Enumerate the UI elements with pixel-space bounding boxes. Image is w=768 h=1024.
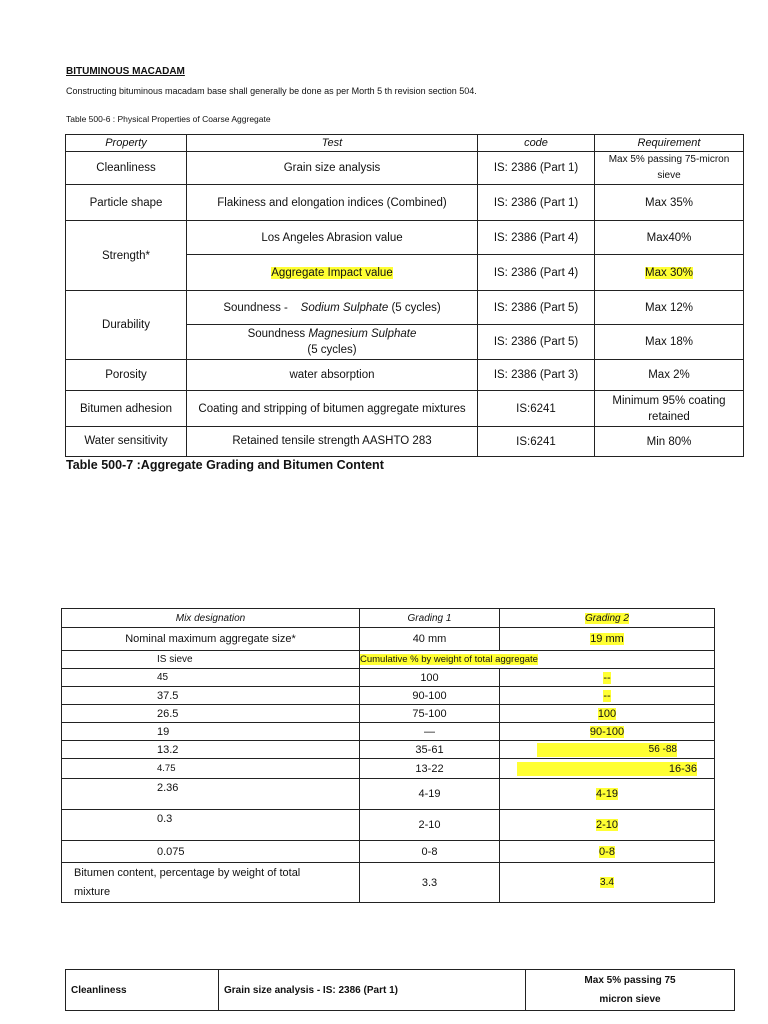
sieve-cell: 0.075	[62, 841, 360, 863]
table-row	[66, 391, 744, 427]
sieve-cell: 26.5	[62, 705, 360, 723]
sieve-cell: 2.36	[62, 779, 360, 810]
requirement-cell: Max 2%	[595, 360, 744, 391]
test-cell: Flakiness and elongation indices (Combined)	[187, 185, 478, 221]
grading1-cell: 0-8	[360, 841, 500, 863]
grading2-cell	[500, 810, 715, 841]
sieve-cell: 4.75	[62, 759, 360, 779]
test-text: (5 cycles)	[307, 344, 357, 356]
grading1-cell: 35-61	[360, 741, 500, 759]
table-row	[62, 779, 715, 810]
code-cell: IS: 2386 (Part 4)	[478, 221, 595, 255]
requirement-cell: Min 80%	[595, 427, 744, 457]
highlighted-value: --	[603, 671, 611, 684]
grading1-cell: 2-10	[360, 810, 500, 841]
code-cell: IS:6241	[478, 391, 595, 427]
test-cell	[187, 291, 478, 325]
test-italic: Magnesium Sulphate	[308, 328, 417, 340]
highlighted-value: 100	[597, 707, 617, 720]
header-property: Property	[66, 135, 187, 152]
grading2-cell	[500, 863, 715, 903]
header-grading-2	[500, 609, 715, 628]
code-cell: IS: 2386 (Part 3)	[478, 360, 595, 391]
header-grading-1: Grading 1	[360, 609, 500, 628]
aggregate-grading-table	[61, 608, 715, 903]
document-title: BITUMINOUS MACADAM	[66, 66, 185, 77]
header-test: Test	[187, 135, 478, 152]
code-cell: IS: 2386 (Part 5)	[478, 291, 595, 325]
code-cell: IS:6241	[478, 427, 595, 457]
grading1-cell: 100	[360, 669, 500, 687]
grading2-cell	[500, 779, 715, 810]
highlighted-header: Grading 2	[585, 612, 629, 624]
table-row	[62, 687, 715, 705]
code-cell: IS: 2386 (Part 1)	[478, 185, 595, 221]
requirement-cell: Max 5% passing 75 micron sieve	[526, 970, 735, 1011]
sieve-label: IS sieve	[62, 651, 360, 669]
cleanliness-summary-table	[65, 969, 735, 1011]
grading2-cell	[500, 759, 715, 779]
test-cell	[187, 255, 478, 291]
table-row	[66, 221, 744, 255]
requirement-cell: Max 35%	[595, 185, 744, 221]
grading1-cell: 3.3	[360, 863, 500, 903]
table2-caption: Table 500-7 :Aggregate Grading and Bitumen Content	[66, 458, 384, 472]
table-row	[62, 810, 715, 841]
highlighted-value: 2-10	[595, 819, 619, 831]
test-cell: Coating and stripping of bitumen aggregate mixtures	[187, 391, 478, 427]
table-row	[66, 185, 744, 221]
highlighted-value: 19 mm	[590, 633, 624, 645]
sieve-cell: 19	[62, 723, 360, 741]
highlighted-value: 16-36	[517, 762, 697, 776]
highlighted-test: Aggregate Impact value	[271, 266, 393, 279]
test-italic: Sodium Sulphate	[300, 301, 389, 314]
property-cell: Strength*	[66, 221, 187, 291]
sieve-cell: 37.5	[62, 687, 360, 705]
highlighted-requirement: Max 30%	[645, 266, 693, 279]
property-cell: Water sensitivity	[66, 427, 187, 457]
requirement-cell: Max 5% passing 75-micron sieve	[595, 152, 744, 185]
table-row	[62, 705, 715, 723]
requirement-cell: Max40%	[595, 221, 744, 255]
grading1-cell: —	[360, 723, 500, 741]
grading2-cell	[500, 669, 715, 687]
sieve-cell: 0.3	[62, 810, 360, 841]
table1-caption: Table 500-6 : Physical Properties of Coarse Aggregate	[66, 114, 271, 124]
grading1-cell: 90-100	[360, 687, 500, 705]
highlighted-note: Cumulative % by weight of total aggregate	[360, 653, 538, 665]
property-cell: Bitumen adhesion	[66, 391, 187, 427]
table-row	[62, 651, 715, 669]
table-row	[62, 759, 715, 779]
property-cell: Particle shape	[66, 185, 187, 221]
highlighted-value: --	[603, 689, 611, 702]
test-cell	[187, 325, 478, 360]
grading2-cell	[500, 741, 715, 759]
intro-paragraph: Constructing bituminous macadam base shall generally be done as per Morth 5 th revision section 504.	[66, 86, 477, 96]
highlighted-value: 56 -88	[537, 743, 677, 757]
test-text: (5 cycles)	[391, 301, 441, 314]
sieve-cell: 13.2	[62, 741, 360, 759]
grading2-cell	[500, 723, 715, 741]
requirement-cell	[595, 255, 744, 291]
grading1-cell: 40 mm	[360, 628, 500, 651]
grading2-cell	[500, 841, 715, 863]
table-row	[62, 841, 715, 863]
header-requirement: Requirement	[595, 135, 744, 152]
table-row	[66, 970, 735, 1011]
table-row	[66, 360, 744, 391]
code-cell: IS: 2386 (Part 5)	[478, 325, 595, 360]
table-row	[66, 427, 744, 457]
code-cell: IS: 2386 (Part 4)	[478, 255, 595, 291]
test-cell: Retained tensile strength AASHTO 283	[187, 427, 478, 457]
highlighted-value: 90-100	[589, 725, 625, 738]
header-code: code	[478, 135, 595, 152]
header-mix-designation: Mix designation	[62, 609, 360, 628]
test-cell: Grain size analysis - IS: 2386 (Part 1)	[219, 970, 526, 1011]
test-cell: Grain size analysis	[187, 152, 478, 185]
bitumen-content-label: Bitumen content, percentage by weight of total mixture	[62, 863, 360, 903]
grading2-cell	[500, 628, 715, 651]
table-row	[62, 669, 715, 687]
grading1-cell: 75-100	[360, 705, 500, 723]
table-row	[62, 863, 715, 903]
test-cell: Los Angeles Abrasion value	[187, 221, 478, 255]
sieve-cell: 45	[62, 669, 360, 687]
property-cell: Cleanliness	[66, 152, 187, 185]
property-cell: Durability	[66, 291, 187, 360]
grading2-cell	[500, 705, 715, 723]
cumulative-note	[360, 651, 715, 669]
property-cell: Cleanliness	[66, 970, 219, 1011]
code-cell: IS: 2386 (Part 1)	[478, 152, 595, 185]
requirement-cell: Max 12%	[595, 291, 744, 325]
table-row	[62, 628, 715, 651]
table-row	[66, 152, 744, 185]
requirement-cell: Max 18%	[595, 325, 744, 360]
highlighted-value: 4-19	[595, 788, 619, 800]
physical-properties-table	[65, 134, 744, 457]
table-row	[62, 723, 715, 741]
property-cell: Porosity	[66, 360, 187, 391]
highlighted-value: 3.4	[600, 877, 614, 888]
nominal-size-label: Nominal maximum aggregate size*	[62, 628, 360, 651]
table-row	[66, 291, 744, 325]
grading1-cell: 13-22	[360, 759, 500, 779]
test-text: Soundness	[247, 328, 306, 340]
requirement-cell: Minimum 95% coating retained	[595, 391, 744, 427]
table-row	[62, 741, 715, 759]
grading1-cell: 4-19	[360, 779, 500, 810]
test-text: Soundness -	[223, 301, 288, 314]
grading2-cell	[500, 687, 715, 705]
highlighted-value: 0-8	[599, 845, 615, 858]
test-cell: water absorption	[187, 360, 478, 391]
